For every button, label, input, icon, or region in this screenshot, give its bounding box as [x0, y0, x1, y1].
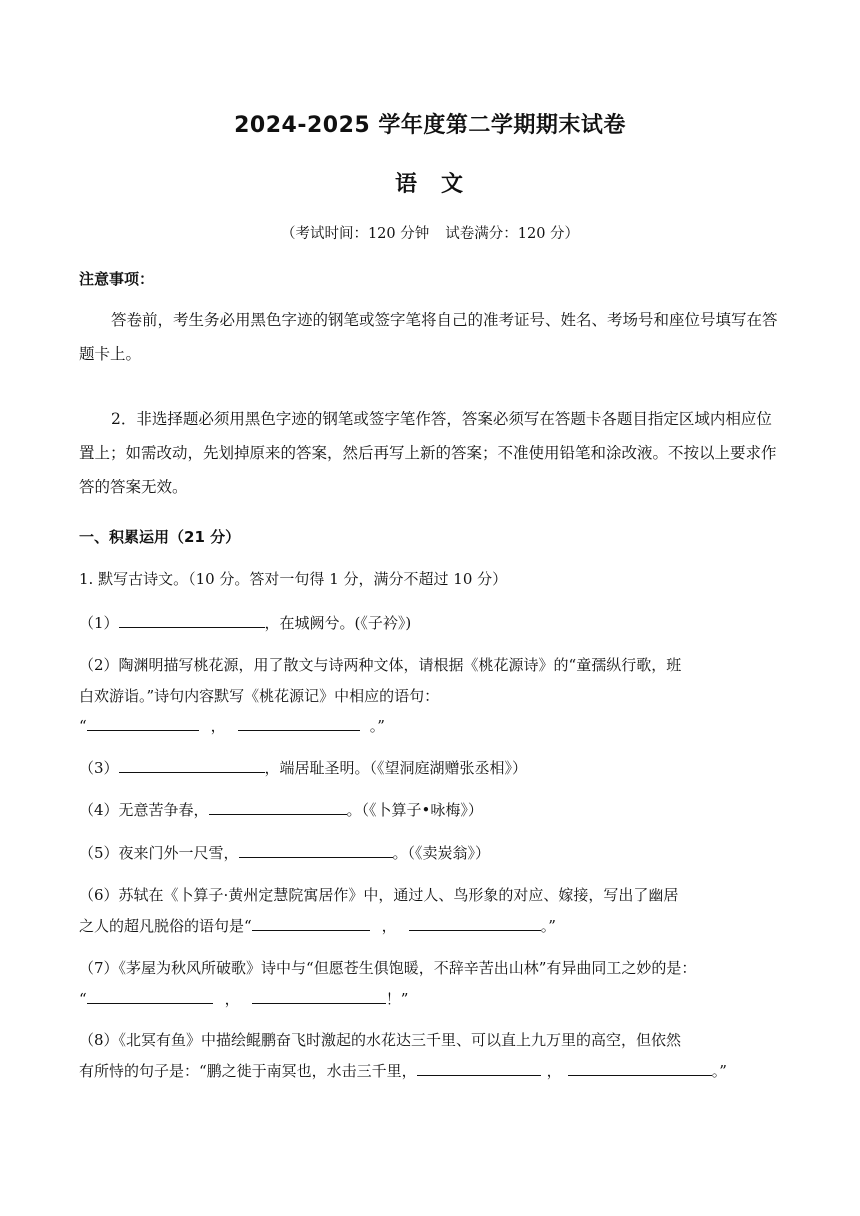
answer-blank[interactable]: [209, 798, 347, 815]
exam-score: 试卷满分：120 分）: [445, 226, 580, 242]
item-7-line-2: “ ， ！”: [79, 987, 799, 1010]
item-8-line-1: （8）《北冥有鱼》中描绘鲲鹏奋飞时激起的水花达三千里、可以直上九万里的高空，但依然: [79, 1031, 682, 1049]
exam-meta: [0, 222, 860, 243]
answer-blank[interactable]: [119, 611, 265, 628]
answer-blank[interactable]: [417, 1059, 541, 1076]
answer-blank[interactable]: [409, 914, 541, 931]
answer-blank[interactable]: [239, 841, 393, 858]
item-1: （1） ，在城阙兮。(《子衿》): [79, 611, 799, 634]
item-6-line-2: 之人的超凡脱俗的语句是“ ， 。”: [79, 914, 799, 937]
answer-blank[interactable]: [252, 914, 370, 931]
item-2-line-1: （2）陶渊明描写桃花源，用了散文与诗两种文体，请根据《桃花源诗》的“童孺纵行歌，班: [79, 656, 682, 674]
item-8-line-2: 有所恃的句子是：“鹏之徙于南冥也，水击三千里， ， 。”: [79, 1059, 799, 1082]
item-6-line-1: （6）苏轼在《卜算子·黄州定慧院寓居作》中，通过人、鸟形象的对应、嫁接，写出了幽居: [79, 886, 679, 904]
item-2-line-2: 白欢游诣。”诗句内容默写《桃花源记》中相应的语句：: [79, 687, 440, 705]
notice-heading: 注意事项：: [79, 270, 155, 288]
subject-char-1: 语: [394, 172, 419, 197]
item-3: （3） ，端居耻圣明。（《望洞庭湖赠张丞相》）: [79, 756, 799, 779]
section-heading: 一、积累运用（21 分）: [79, 528, 241, 546]
item-5: （5）夜来门外一尺雪， 。（《卖炭翁》）: [79, 841, 799, 864]
question-1-prompt: 1. 默写古诗文。（10 分。答对一句得 1 分，满分不超过 10 分）: [79, 570, 508, 588]
notice-paragraph-2: 2．非选择题必须用黑色字迹的钢笔或签字笔作答，答案必须写在答题卡各题目指定区域内相应位置上；如需改动，先划掉原来的答案，然后再写上新的答案；不准使用铅笔和涂改液。不按以上要求作答的答案无效。: [79, 410, 777, 496]
answer-blank[interactable]: [238, 714, 360, 731]
answer-blank[interactable]: [119, 756, 265, 773]
answer-blank[interactable]: [87, 714, 199, 731]
subject-char-2: 文: [441, 172, 466, 197]
answer-blank[interactable]: [568, 1059, 712, 1076]
item-7-line-1: （7）《茅屋为秋风所破歌》诗中与“但愿苍生俱饱暖，不辞辛苦出山林”有异曲同工之妙的是：: [79, 959, 697, 977]
notice-paragraph-1: 答卷前，考生务必用黑色字迹的钢笔或签字笔将自己的准考证号、姓名、考场号和座位号填写在答题卡上。: [79, 311, 778, 363]
item-2-blanks: “ ， 。”: [79, 714, 799, 737]
answer-blank[interactable]: [252, 987, 386, 1004]
item-4: （4）无意苦争春， 。（《卜算子•咏梅》）: [79, 798, 799, 821]
answer-blank[interactable]: [87, 987, 213, 1004]
exam-time: （考试时间：120 分钟: [280, 226, 430, 242]
subject-title: [0, 167, 860, 198]
exam-title: 2024-2025 学年度第二学期期末试卷: [234, 113, 626, 138]
